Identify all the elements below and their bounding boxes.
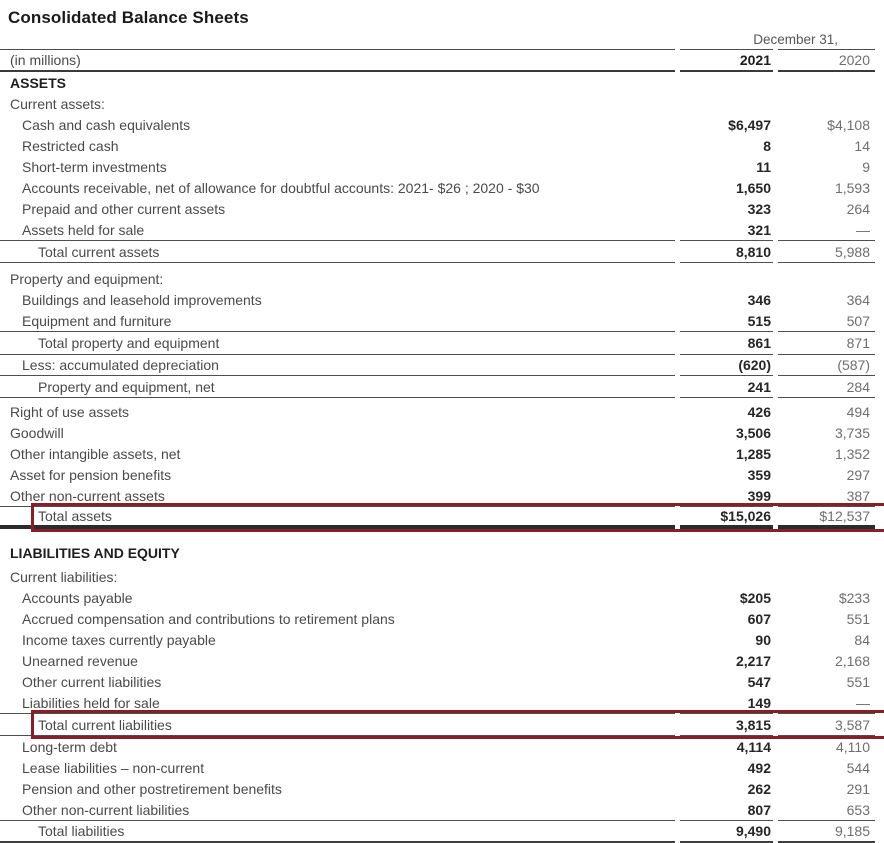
- table-row: [0, 240, 875, 263]
- row-label: Right of use assets: [10, 403, 130, 420]
- value-2021: $15,026: [680, 506, 773, 529]
- table-row: [0, 692, 875, 713]
- row-label: Accounts payable: [22, 589, 133, 606]
- value-2020: 84: [854, 631, 870, 648]
- value-2020: 284: [778, 375, 875, 398]
- table-row: [0, 671, 875, 692]
- table-row: [0, 114, 875, 135]
- row-label: Buildings and leasehold improvements: [22, 291, 262, 308]
- value-2020: 1,352: [834, 445, 870, 462]
- value-2021: 90: [755, 631, 771, 648]
- value-2020: 5,988: [778, 240, 875, 263]
- value-2021: 149: [747, 694, 771, 711]
- row-label: Short-term investments: [22, 158, 167, 175]
- row-label: Other intangible assets, net: [10, 445, 181, 462]
- value-2020: 9,185: [778, 820, 875, 843]
- value-2021: 426: [747, 403, 771, 420]
- table-row: [0, 820, 875, 843]
- value-2020: 871: [778, 331, 875, 354]
- row-label: Accounts receivable, net of allowance for doubtful accounts: 2021- $26 ; 2020 - $30: [22, 179, 540, 196]
- row-label: Current liabilities:: [10, 568, 118, 585]
- row-label: Liabilities held for sale: [22, 694, 160, 711]
- value-2021: (620): [680, 354, 773, 375]
- row-label: Other non-current liabilities: [22, 801, 190, 818]
- table-row: [0, 177, 875, 198]
- value-2021: 8,810: [680, 240, 773, 263]
- table-row: [0, 422, 875, 443]
- value-2021: [680, 268, 773, 289]
- value-2021: 861: [680, 331, 773, 354]
- table-row: [0, 650, 875, 671]
- row-label: Less: accumulated depreciation: [0, 354, 675, 375]
- value-2020: $12,537: [778, 506, 875, 529]
- row-label: ASSETS: [10, 74, 67, 91]
- value-2020: [778, 93, 875, 114]
- row-label: LIABILITIES AND EQUITY: [10, 544, 180, 561]
- table-row: [0, 135, 875, 156]
- value-2020: 387: [846, 487, 870, 504]
- value-2021: 321: [747, 221, 771, 238]
- value-2021: 4,114: [736, 738, 771, 755]
- value-2020: 264: [846, 200, 870, 217]
- value-2021: 241: [680, 375, 773, 398]
- row-label: Total assets: [0, 506, 675, 529]
- value-2021: 1,650: [735, 179, 771, 196]
- table-row: [0, 198, 875, 219]
- value-2020: 653: [846, 801, 870, 818]
- table-row: [0, 401, 875, 422]
- row-label: Goodwill: [10, 424, 64, 441]
- value-2020: $4,108: [827, 116, 870, 133]
- row-label: Income taxes currently payable: [22, 631, 216, 648]
- table-row: [0, 375, 875, 398]
- table-row: [0, 736, 875, 757]
- value-2021: [680, 93, 773, 114]
- value-2020: 494: [846, 403, 870, 420]
- value-2020: 9: [862, 158, 870, 175]
- value-2020: 551: [846, 610, 870, 627]
- table-body: [0, 72, 875, 843]
- table-row: [0, 268, 875, 289]
- value-2020: (587): [778, 354, 875, 375]
- value-2020: $233: [838, 589, 870, 606]
- value-2021: 2,217: [735, 652, 771, 669]
- row-label: Long-term debt: [22, 738, 117, 755]
- row-label: Asset for pension benefits: [10, 466, 172, 483]
- table-row: [0, 219, 875, 240]
- value-2021: 3,815: [680, 713, 773, 736]
- value-2021: 3,506: [735, 424, 771, 441]
- row-label: Property and equipment, net: [0, 375, 675, 398]
- value-2021: [680, 72, 773, 93]
- table-row: [0, 542, 875, 563]
- value-2020: 14: [854, 137, 870, 154]
- value-2020: [778, 566, 875, 587]
- table-row: [0, 485, 875, 506]
- value-2021: $205: [739, 589, 771, 606]
- value-2021: 346: [747, 291, 771, 308]
- value-2020: 291: [846, 780, 870, 797]
- value-2021: [680, 542, 773, 563]
- value-2020: 507: [846, 312, 870, 329]
- row-label: Lease liabilities – non-current: [22, 759, 205, 776]
- value-2021: 8: [763, 137, 771, 154]
- row-label: Cash and cash equivalents: [22, 116, 191, 133]
- table-row: [0, 566, 875, 587]
- value-2021: 807: [747, 801, 771, 818]
- value-2020: 2,168: [834, 652, 870, 669]
- row-label: Total property and equipment: [0, 331, 675, 354]
- row-label: Current assets:: [10, 95, 105, 112]
- value-2021: 262: [747, 780, 771, 797]
- table-row: [0, 608, 875, 629]
- row-label: Total current assets: [0, 240, 675, 263]
- row-label: Restricted cash: [22, 137, 119, 154]
- date-header: December 31,: [753, 32, 838, 47]
- table-row: [0, 310, 875, 331]
- table-row: [0, 587, 875, 608]
- value-2021: 399: [747, 487, 771, 504]
- row-label: Total current liabilities: [0, 713, 675, 736]
- row-label: Other current liabilities: [22, 673, 162, 690]
- value-2021: 515: [747, 312, 771, 329]
- value-2020: 364: [846, 291, 870, 308]
- value-2021: 359: [747, 466, 771, 483]
- table-header-row: [0, 49, 875, 72]
- table-row: [0, 506, 875, 529]
- page-title: Consolidated Balance Sheets: [8, 8, 249, 27]
- table-row: [0, 713, 875, 736]
- value-2020: 1,593: [834, 179, 870, 196]
- column-header-2020: 2020: [778, 49, 875, 72]
- value-2020: 297: [846, 466, 870, 483]
- table-row: [0, 289, 875, 310]
- row-label: Accrued compensation and contributions to retirement plans: [22, 610, 395, 627]
- table-row: [0, 156, 875, 177]
- row-label: Prepaid and other current assets: [22, 200, 226, 217]
- value-2020: —: [856, 694, 870, 711]
- value-2020: [778, 72, 875, 93]
- table-row: [0, 354, 875, 375]
- table-row: [0, 799, 875, 820]
- row-label: Assets held for sale: [22, 221, 145, 238]
- column-header-2021: 2021: [680, 49, 773, 72]
- row-label: Unearned revenue: [22, 652, 138, 669]
- value-2021: 9,490: [680, 820, 773, 843]
- row-label: Other non-current assets: [10, 487, 165, 504]
- value-2021: $6,497: [728, 116, 771, 133]
- table-row: [0, 93, 875, 114]
- value-2020: 551: [846, 673, 870, 690]
- table-row: [0, 464, 875, 485]
- table-row: [0, 629, 875, 650]
- value-2021: 323: [747, 200, 771, 217]
- value-2021: 492: [747, 759, 771, 776]
- value-2020: 544: [846, 759, 870, 776]
- table-row: [0, 331, 875, 354]
- value-2020: 3,587: [778, 713, 875, 736]
- units-label: (in millions): [0, 49, 675, 72]
- date-header-row: [0, 31, 875, 49]
- balance-sheet-table: [0, 49, 875, 843]
- row-label: Total liabilities: [0, 820, 675, 843]
- row-label: Pension and other postretirement benefits: [22, 780, 282, 797]
- value-2020: 4,110: [836, 738, 870, 755]
- value-2021: [680, 566, 773, 587]
- value-2020: [778, 542, 875, 563]
- value-2021: 1,285: [735, 445, 771, 462]
- value-2020: —: [856, 221, 870, 238]
- value-2021: 11: [756, 158, 771, 175]
- value-2020: 3,735: [834, 424, 870, 441]
- table-row: [0, 72, 875, 93]
- value-2020: [778, 268, 875, 289]
- table-row: [0, 443, 875, 464]
- value-2021: 547: [747, 673, 771, 690]
- row-label: Equipment and furniture: [22, 312, 172, 329]
- table-row: [0, 778, 875, 799]
- value-2021: 607: [747, 610, 771, 627]
- row-label: Property and equipment:: [10, 270, 164, 287]
- table-row: [0, 757, 875, 778]
